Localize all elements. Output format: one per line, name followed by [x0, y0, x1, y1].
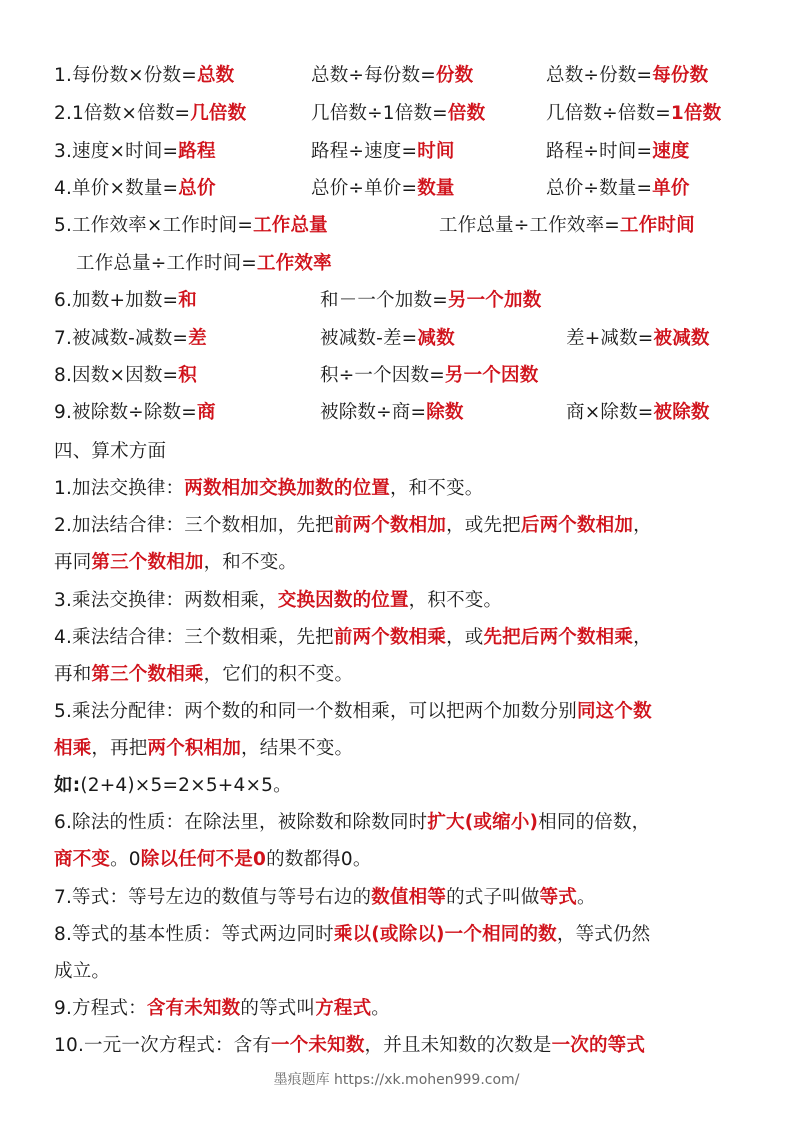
formula-item: 9.被除数÷除数=商	[54, 402, 216, 423]
formula-item: 8.因数×因数=积	[54, 365, 197, 386]
rule-line: 5.乘法分配律：两个数的和同一个数相乘，可以把两个加数分别同这个数	[54, 701, 652, 722]
formula-item: 5.工作效率×工作时间=工作总量	[54, 215, 328, 236]
formula-item: 路程÷时间=速度	[546, 141, 690, 162]
rule-line: 10.一元一次方程式：含有一个未知数，并且未知数的次数是一次的等式	[54, 1035, 646, 1056]
formula-item: 几倍数÷倍数=1倍数	[546, 103, 722, 124]
formula-item: 商×除数=被除数	[566, 402, 710, 423]
rule-line: 1.加法交换律：两数相加交换加数的位置，和不变。	[54, 478, 484, 499]
footer-watermark: 墨痕题库 https://xk.mohen999.com/	[273, 1072, 520, 1088]
formula-item: 3.速度×时间=路程	[54, 141, 216, 162]
formula-item: 和－一个加数=另一个加数	[320, 290, 542, 311]
rule-line: 成立。	[54, 961, 111, 982]
formula-item: 总价÷数量=单价	[546, 178, 690, 199]
formula-item: 工作总量÷工作时间=工作效率	[76, 253, 332, 274]
formula-item: 积÷一个因数=另一个因数	[320, 365, 539, 386]
rule-line: 再和第三个数相乘，它们的积不变。	[54, 664, 354, 685]
formula-item: 总数÷份数=每份数	[546, 65, 709, 86]
formula-item: 总价÷单价=数量	[311, 178, 455, 199]
rule-line: 6.除法的性质：在除法里，被除数和除数同时扩大(或缩小)相同的倍数，	[54, 812, 651, 833]
rule-line: 8.等式的基本性质：等式两边同时乘以(或除以)一个相同的数，等式仍然	[54, 924, 651, 945]
rule-line: 相乘，再把两个积相加，结果不变。	[54, 738, 354, 759]
example-line: 如:(2+4)×5=2×5+4×5。	[54, 775, 292, 796]
formula-item: 1.每份数×份数=总数	[54, 65, 235, 86]
rule-line: 7.等式：等号左边的数值与等号右边的数值相等的式子叫做等式。	[54, 887, 596, 908]
rule-line: 4.乘法结合律：三个数相乘，先把前两个数相乘，或先把后两个数相乘，	[54, 627, 652, 648]
formula-item: 几倍数÷1倍数=倍数	[311, 103, 486, 124]
rule-line: 2.加法结合律：三个数相加，先把前两个数相加，或先把后两个数相加，	[54, 515, 652, 536]
formula-item: 6.加数+加数=和	[54, 290, 197, 311]
formula-item: 4.单价×数量=总价	[54, 178, 216, 199]
rule-line: 再同第三个数相加，和不变。	[54, 552, 298, 573]
formula-item: 被减数-差=减数	[320, 328, 455, 349]
rule-line: 商不变。0除以任何不是0的数都得0。	[54, 849, 372, 870]
formula-item: 工作总量÷工作效率=工作时间	[439, 215, 695, 236]
formula-item: 7.被减数-减数=差	[54, 328, 207, 349]
rule-line: 3.乘法交换律：两数相乘，交换因数的位置，积不变。	[54, 590, 503, 611]
formula-item: 被除数÷商=除数	[320, 402, 464, 423]
formula-item: 总数÷每份数=份数	[311, 65, 474, 86]
formula-item: 差+减数=被减数	[566, 328, 710, 349]
formula-item: 路程÷速度=时间	[311, 141, 455, 162]
formula-item: 2.1倍数×倍数=几倍数	[54, 103, 247, 124]
rule-line: 9.方程式：含有未知数的等式叫方程式。	[54, 998, 390, 1019]
section-heading: 四、算术方面	[54, 441, 167, 462]
